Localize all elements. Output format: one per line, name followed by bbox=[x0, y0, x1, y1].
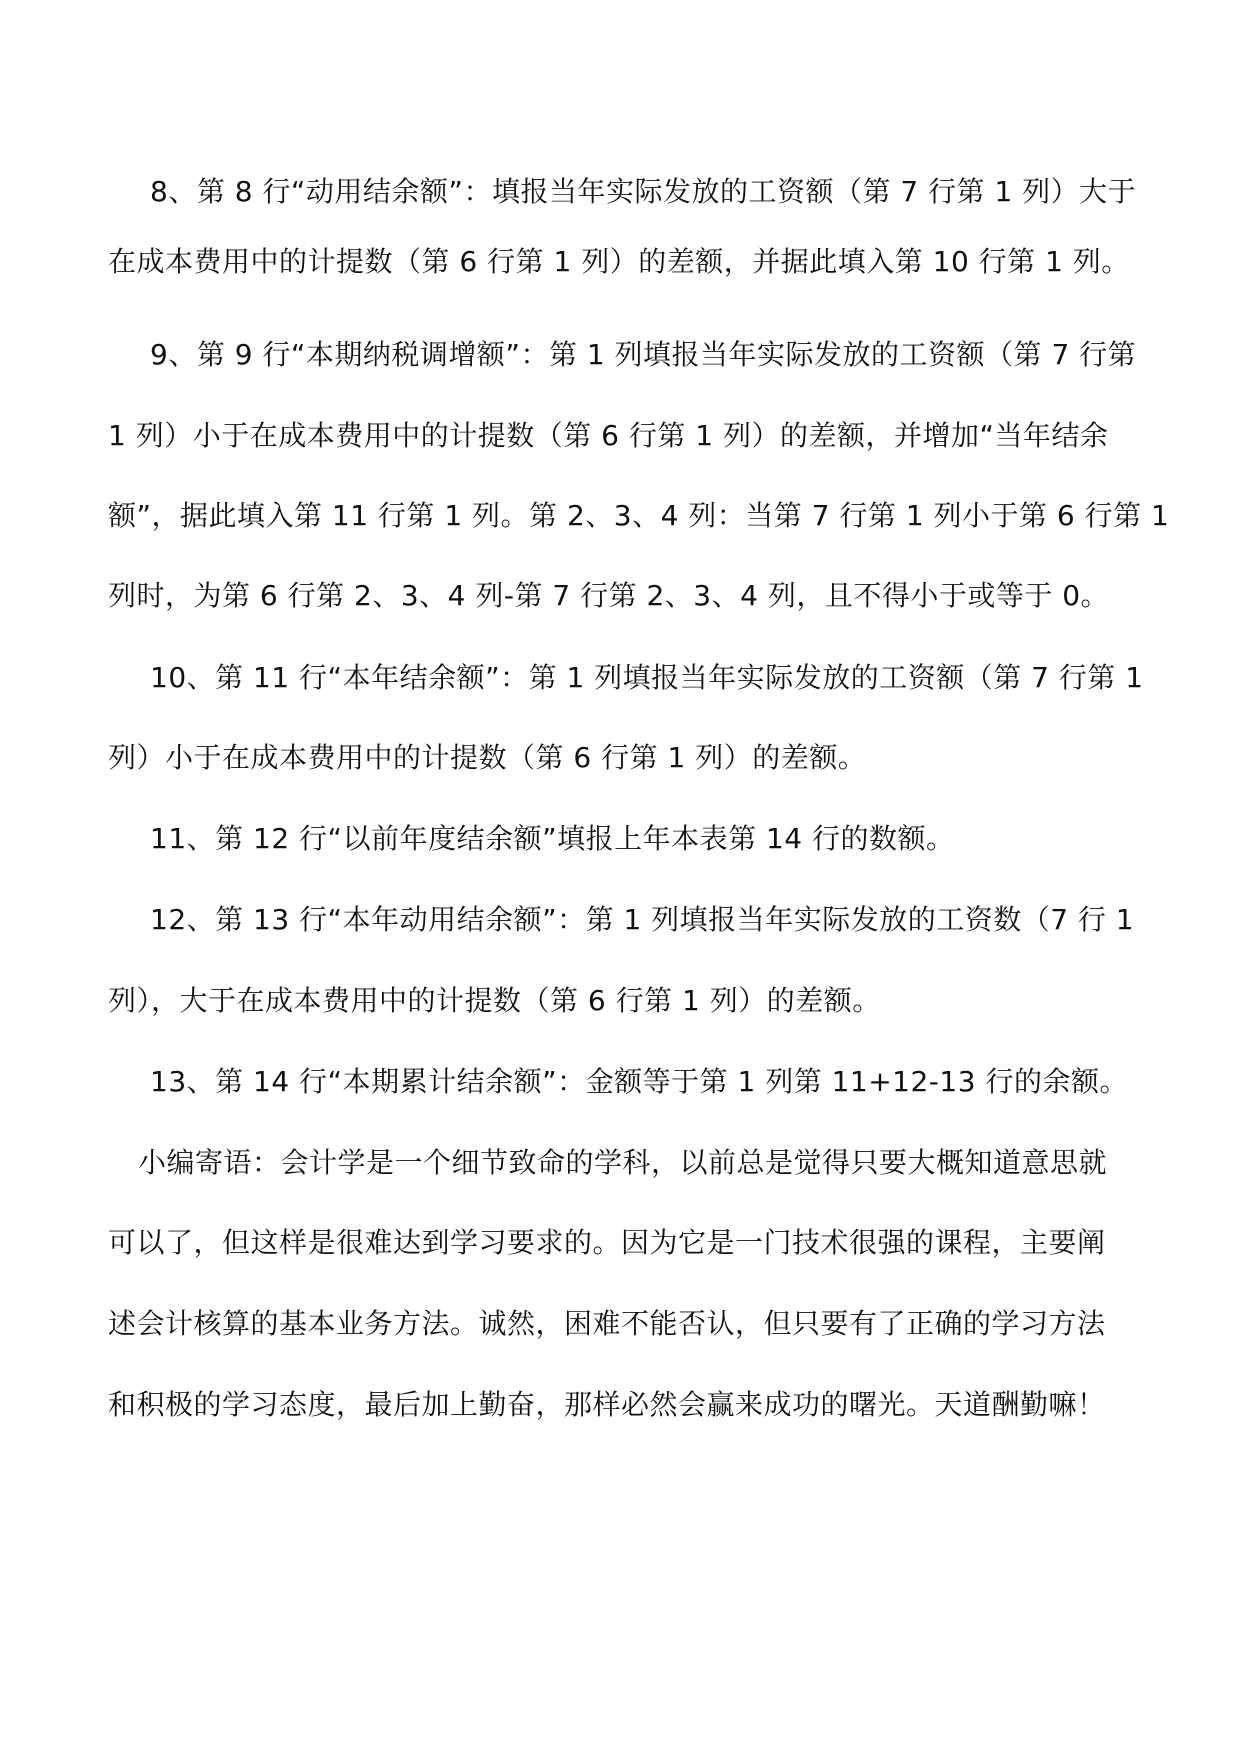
text-line-1: 8、第 8 行“动用结余额”：填报当年实际发放的工资额（第 7 行第 1 列）大于 bbox=[150, 175, 1137, 208]
text-line-7: 10、第 11 行“本年结余额”：第 1 列填报当年实际发放的工资额（第 7 行第 1 bbox=[150, 661, 1144, 694]
text-line-13: 小编寄语：会计学是一个细节致命的学科，以前总是觉得只要大概知道意思就 bbox=[138, 1146, 1108, 1179]
text-line-16: 和积极的学习态度，最后加上勤奋，那样必然会赢来成功的曙光。天道酬勤嘛！ bbox=[108, 1388, 1106, 1421]
text-line-9: 11、第 12 行“以前年度结余额”填报上年本表第 14 行的数额。 bbox=[150, 822, 955, 855]
text-line-3: 9、第 9 行“本期纳税调增额”：第 1 列填报当年实际发放的工资额（第 7 行第 bbox=[150, 338, 1137, 371]
text-line-14: 可以了，但这样是很难达到学习要求的。因为它是一门技术很强的课程，主要阐 bbox=[108, 1226, 1106, 1259]
text-line-10: 12、第 13 行“本年动用结余额”：第 1 列填报当年实际发放的工资数（7 行 1 bbox=[150, 903, 1135, 936]
text-line-15: 述会计核算的基本业务方法。诚然，困难不能否认，但只要有了正确的学习方法 bbox=[108, 1307, 1106, 1340]
text-line-8: 列）小于在成本费用中的计提数（第 6 行第 1 列）的差额。 bbox=[108, 741, 867, 774]
text-line-4: 1 列）小于在成本费用中的计提数（第 6 行第 1 列）的差额，并增加“当年结余 bbox=[108, 419, 1109, 452]
text-line-12: 13、第 14 行“本期累计结余额”：金额等于第 1 列第 11+12-13 行的余额。 bbox=[150, 1065, 1128, 1098]
text-line-6: 列时，为第 6 行第 2、3、4 列-第 7 行第 2、3、4 列，且不得小于或等于 0。 bbox=[108, 579, 1110, 612]
text-line-11: 列），大于在成本费用中的计提数（第 6 行第 1 列）的差额。 bbox=[108, 984, 881, 1017]
text-line-2: 在成本费用中的计提数（第 6 行第 1 列）的差额，并据此填入第 10 行第 1 列。 bbox=[108, 245, 1130, 278]
text-line-5: 额”，据此填入第 11 行第 1 列。第 2、3、4 列：当第 7 行第 1 列小于第 6 行第 1 bbox=[108, 499, 1170, 532]
